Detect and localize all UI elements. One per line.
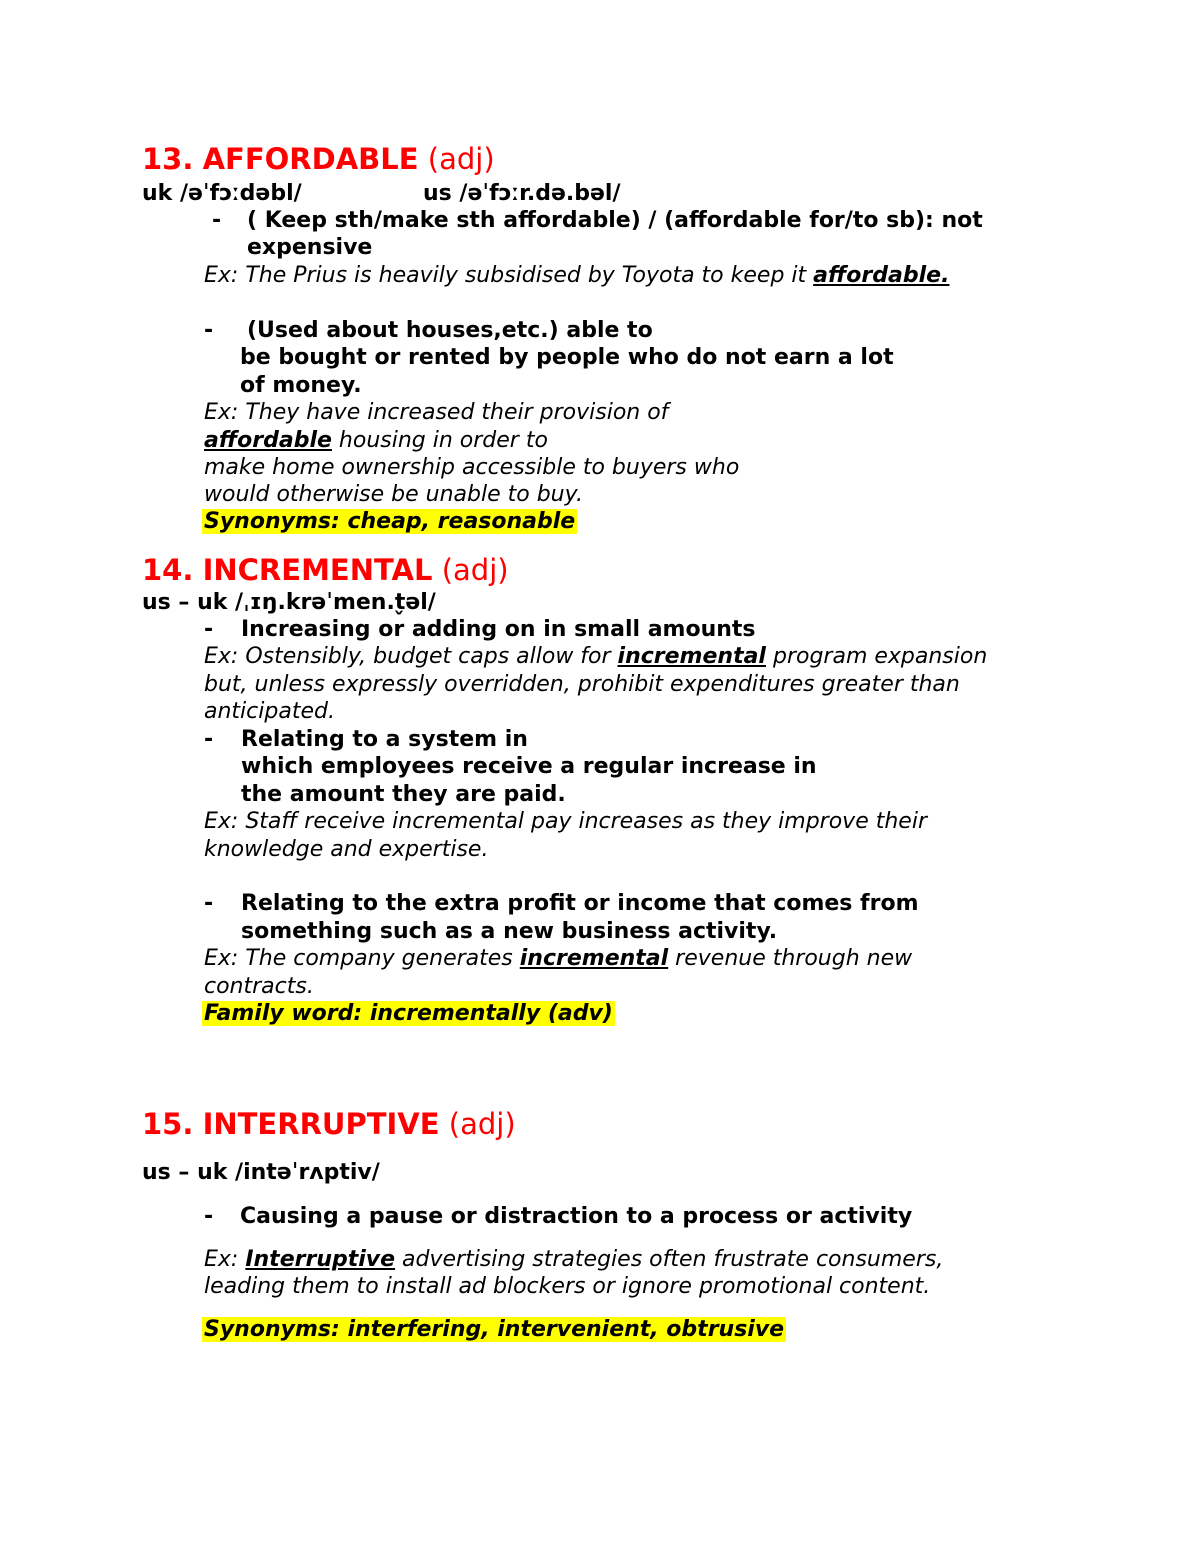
entry-heading-affordable	[142, 142, 495, 176]
example-line: but, unless expressly overridden, prohibit expenditures greater than	[204, 672, 960, 697]
entry-number: 13.	[142, 142, 194, 176]
entry-number: 14.	[142, 553, 194, 587]
example-text: Ex: Ostensibly, budget caps allow for	[204, 644, 618, 669]
pronunciation-uk: uk /əˈfɔːdəbl/	[142, 181, 302, 206]
entry-word: AFFORDABLE	[202, 142, 419, 176]
example-line	[204, 646, 987, 668]
definition-line: expensive	[247, 235, 373, 260]
highlighted-note: Family word: incrementally (adv)	[204, 1001, 613, 1026]
definition-line: (Used about houses,etc.) able to	[247, 318, 653, 343]
definition-line: be bought or rented by people who do not earn a lot	[240, 345, 894, 370]
synonyms-note	[202, 511, 577, 533]
part-of-speech: (adj)	[427, 142, 495, 176]
definition-line: something such as a new business activity.	[241, 919, 778, 944]
highlighted-note: Synonyms: cheap, reasonable	[204, 509, 576, 534]
example-keyword: incremental	[617, 644, 766, 669]
part-of-speech: (adj)	[448, 1107, 516, 1141]
example-text: Ex: The company generates	[204, 946, 520, 971]
example-line	[204, 1249, 943, 1271]
example-text: Ex:	[204, 1247, 246, 1272]
bullet-dash: -	[212, 208, 222, 233]
entry-number: 15.	[142, 1107, 194, 1141]
bullet-dash: -	[204, 891, 214, 916]
example-text: program expansion	[765, 644, 988, 669]
bullet-dash: -	[204, 617, 214, 642]
definition-line: which employees receive a regular increase in	[241, 754, 817, 779]
example-sentence	[204, 265, 949, 287]
pronunciation-us: us /əˈfɔːr.də.bəl/	[423, 181, 621, 206]
bullet-dash: -	[204, 1204, 214, 1229]
bullet-dash: -	[204, 318, 214, 343]
highlighted-note: Synonyms: interfering, intervenient, obtrusive	[204, 1317, 785, 1342]
definition-line: Relating to a system in	[241, 727, 528, 752]
example-line: Ex: They have increased their provision of	[204, 400, 669, 425]
pronunciation: us – uk /intəˈrʌptiv/	[142, 1160, 380, 1185]
example-text: revenue through new	[668, 946, 913, 971]
example-keyword: affordable.	[813, 263, 950, 288]
example-line: make home ownership accessible to buyers who	[204, 455, 740, 480]
example-keyword: affordable	[204, 428, 332, 453]
entry-heading-incremental	[142, 553, 509, 587]
definition-line: Causing a pause or distraction to a process or activity	[240, 1204, 913, 1229]
example-line: anticipated.	[204, 699, 335, 724]
example-text: advertising strategies often frustrate consumers,	[395, 1247, 944, 1272]
synonyms-note	[202, 1319, 786, 1341]
definition-line: of money.	[240, 373, 362, 398]
bullet-dash: -	[204, 727, 214, 752]
example-keyword: incremental	[519, 946, 669, 971]
entry-word: INTERRUPTIVE	[202, 1107, 440, 1141]
example-line: contracts.	[204, 974, 314, 999]
example-keyword: Interruptive	[245, 1247, 396, 1272]
entry-heading-interruptive	[142, 1107, 516, 1141]
entry-word: INCREMENTAL	[202, 553, 433, 587]
family-word-note	[202, 1003, 615, 1025]
example-text: Ex: The Prius is heavily subsidised by Toyota to keep it	[204, 263, 814, 288]
example-line: knowledge and expertise.	[204, 837, 489, 862]
example-text: housing in order to	[331, 428, 548, 453]
definition-line: Increasing or adding on in small amounts	[241, 617, 756, 642]
definition-line: Relating to the extra profit or income that comes from	[241, 891, 919, 916]
definition-line: the amount they are paid.	[241, 782, 566, 807]
example-line: Ex: Staff receive incremental pay increases as they improve their	[204, 809, 927, 834]
example-line	[204, 430, 548, 452]
example-line	[204, 948, 912, 970]
pronunciation: us – uk /ˌɪŋ.krəˈmen.t̬əl/	[142, 590, 436, 615]
part-of-speech: (adj)	[441, 553, 509, 587]
example-line: leading them to install ad blockers or ignore promotional content.	[204, 1274, 931, 1299]
example-line: would otherwise be unable to buy.	[204, 482, 583, 507]
definition-line: ( Keep sth/make sth affordable) / (affordable for/to sb): not	[247, 208, 983, 233]
